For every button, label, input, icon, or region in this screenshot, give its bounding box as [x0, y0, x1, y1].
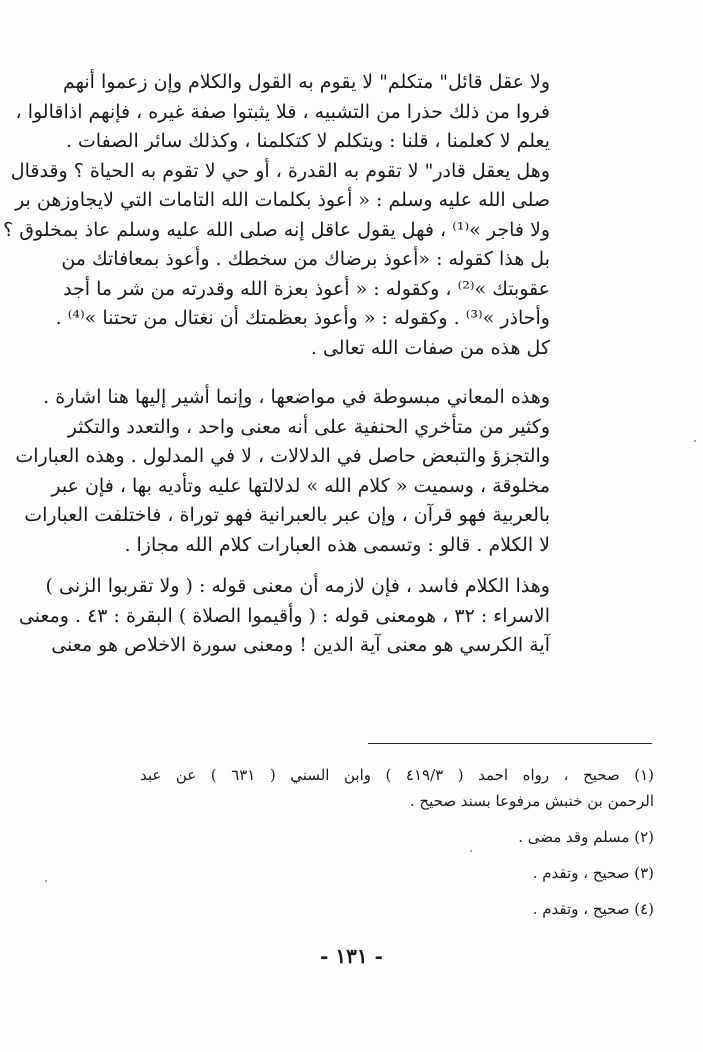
text-line: صلى الله عليه وسلم : « أعوذ بكلمات الله التامات التي لايجاوزهن بر — [15, 189, 550, 211]
text-line: الاسراء : ٣٢ ، هومعنى قوله : ( وأقيموا الصلاة ) البقرة : ٤٣ . ومعنى — [18, 604, 550, 627]
footnote-line: (١) صحيح ، رواه احمد ( ٤١٩/٣ ) وابن السني ( ٦٣١ ) عن عبد — [140, 766, 655, 784]
text-line: بالعربية فهو قرآن ، وإن عبر بالعبرانية فهو توراة ، فاختلفت العبارات — [24, 504, 550, 526]
footnote-line: (٤) صحيح ، وتقدم . — [532, 900, 654, 918]
text-line: وكثير من متأخري الحنفية على أنه معنى واحد ، والتعدد والتكثر — [67, 415, 550, 438]
text-line: يعلم لا كعلمنا ، قلنا : ويتكلم لا كتكلمنا ، وكذلك سائر الصفات . — [65, 130, 550, 152]
print-speck — [470, 850, 472, 852]
text-line: ولا عقل قائل" متكلم" لا يقوم به القول والكلام وإن زعموا أنهم — [62, 71, 550, 93]
text-line: لا الكلام . قالو : وتسمى هذه العبارات كلام الله مجازا . — [124, 533, 550, 556]
print-speck — [45, 880, 47, 882]
page-number: - ١٣١ - — [320, 944, 383, 968]
footnote-line: (٢) مسلم وقد مضى . — [518, 828, 654, 846]
footnote-gap — [140, 850, 654, 860]
text-line: وهذه المعاني مبسوطة في مواضعها ، وإنما أشير إليها هنا اشارة . — [43, 386, 550, 408]
text-line: عقوبتك »⁽²⁾ ، وكقوله : « أعوذ بعزة الله وقدرته من شر ما أجد — [63, 277, 550, 300]
text-line: كل هذه من صفات الله تعالى . — [310, 336, 550, 359]
text-line: وهذا الكلام فاسد ، فإن لازمه أن معنى قوله : ( ولا تقربوا الزنى ) — [45, 575, 550, 597]
text-line: فروا من ذلك حذرا من التشبيه ، فلا يثبتوا صفة غيره ، فإنهم اذاقالوا ، — [15, 100, 550, 123]
paragraph-gap — [150, 363, 550, 383]
text-line: ولا فاجر »⁽¹⁾ ، فهل يقول عاقل إنه صلى الله عليه وسلم عاذ بمخلوق ؟ — [3, 218, 550, 241]
text-line: آية الكرسي هو معنى آية الدين ! ومعنى سورة الاخلاص هو معنى — [51, 634, 550, 656]
footnotes — [140, 762, 654, 922]
text-line: والتجزؤ والتبعض حاصل في الدلالات ، لا في المدلول . وهذه العبارات — [15, 445, 550, 467]
footnote-gap — [140, 814, 654, 824]
footnote-separator — [368, 743, 652, 744]
text-line: بل هذا كقوله : «أعوذ برضاك من سخطك . وأعوذ بمعافاتك من — [61, 248, 550, 270]
print-speck — [694, 440, 696, 442]
text-line: وهل يعقل قادر" لا تقوم به القدرة ، أو حي لا تقوم به الحياة ؟ وقدقال — [10, 159, 550, 182]
footnote-line: (٣) صحيح ، وتقدم . — [532, 864, 654, 882]
text-line: وأحاذر »⁽³⁾ . وكقوله : « وأعوذ بعظمتك أن نغتال من تحتنا »⁽⁴⁾ . — [55, 307, 550, 329]
footnote-gap — [140, 886, 654, 896]
footnote-line: الرحمن بن خنبش مرفوعا بسند صحيح . — [409, 792, 654, 810]
main-text — [3, 68, 550, 661]
text-line: مخلوقة ، وسميت « كلام الله » لدلالتها عليه وتأديه بها ، فإن عبر — [51, 474, 550, 497]
paragraph-gap — [150, 560, 550, 572]
